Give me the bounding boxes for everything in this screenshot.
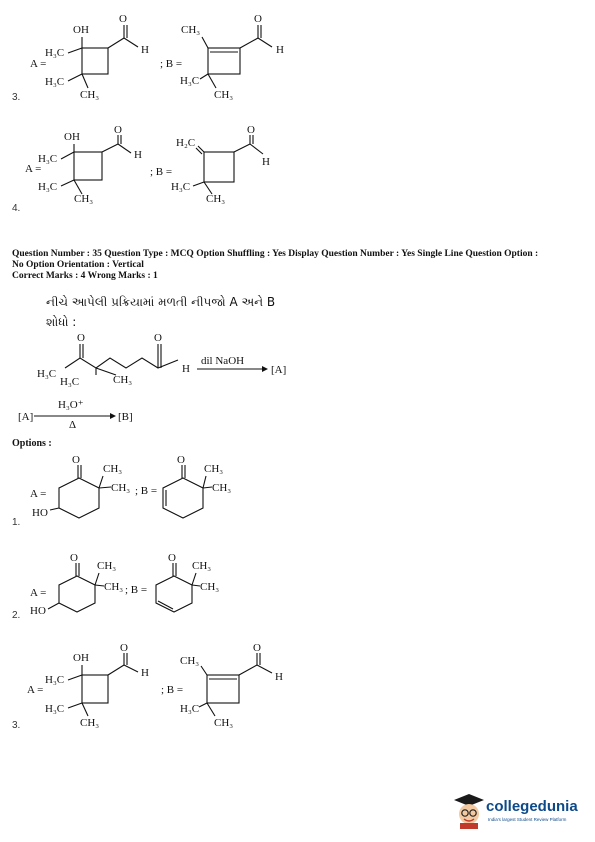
svg-text:H: H xyxy=(134,149,142,161)
svg-text:CH₃: CH₃ xyxy=(212,482,232,494)
svg-text:CH₃: CH₃ xyxy=(181,24,201,36)
svg-text:O: O xyxy=(253,642,261,654)
svg-text:[A]: [A] xyxy=(18,411,34,423)
svg-text:O: O xyxy=(247,124,255,136)
svg-text:O: O xyxy=(168,552,176,564)
svg-text:A =: A = xyxy=(25,163,42,175)
logo-name: collegedunia xyxy=(486,798,578,815)
svg-text:CH₃: CH₃ xyxy=(214,717,234,729)
svg-text:H: H xyxy=(141,667,149,679)
svg-text:HO: HO xyxy=(30,605,46,617)
svg-text:H: H xyxy=(276,44,284,56)
svg-text:O: O xyxy=(77,332,85,344)
svg-text:O: O xyxy=(254,13,262,25)
svg-text:OH: OH xyxy=(73,652,89,664)
svg-text:O: O xyxy=(72,454,80,466)
svg-text:H₃C: H₃C xyxy=(60,376,80,388)
top-option-4-number: 4. xyxy=(12,203,21,214)
top-option-3-number: 3. xyxy=(12,92,21,103)
svg-text:CH₃: CH₃ xyxy=(214,89,234,101)
svg-text:; B =: ; B = xyxy=(135,485,158,497)
svg-text:Δ: Δ xyxy=(69,419,77,431)
svg-text:A =: A = xyxy=(30,587,47,599)
svg-text:O: O xyxy=(119,13,127,25)
svg-text:H₃C: H₃C xyxy=(180,703,200,715)
svg-text:H₃C: H₃C xyxy=(171,181,191,193)
reaction-1-diagram xyxy=(0,330,595,395)
svg-text:HO: HO xyxy=(32,507,48,519)
svg-text:H₃C: H₃C xyxy=(37,368,57,380)
svg-text:H: H xyxy=(262,156,270,168)
option-1-number: 1. xyxy=(12,517,21,528)
svg-text:H: H xyxy=(182,363,190,375)
collegedunia-logo xyxy=(452,792,592,832)
svg-text:; B =: ; B = xyxy=(160,58,183,70)
option-3-structures xyxy=(0,635,595,740)
question-meta xyxy=(12,249,582,282)
question-text-line1: નીચે આપેલી પ્રક્રિયામાં મળતી નીપજો A અને B xyxy=(46,295,276,309)
question-meta-line2: No Option Orientation : Vertical xyxy=(12,260,144,270)
svg-text:O: O xyxy=(177,454,185,466)
options-label: Options : xyxy=(12,438,52,449)
svg-text:OH: OH xyxy=(73,24,89,36)
option-3-number: 3. xyxy=(12,720,21,731)
svg-text:CH₃: CH₃ xyxy=(206,193,226,205)
svg-text:CH₃: CH₃ xyxy=(74,193,94,205)
option-2-structures xyxy=(0,545,595,630)
option-2-number: 2. xyxy=(12,610,21,621)
svg-text:CH₃: CH₃ xyxy=(97,560,117,572)
svg-text:H₃C: H₃C xyxy=(45,674,65,686)
svg-text:H₃C: H₃C xyxy=(45,76,65,88)
logo-tagline: India's largest Student Review Platform xyxy=(488,817,567,822)
question-text-line2: શોધો : xyxy=(46,315,77,329)
svg-text:H₂C: H₂C xyxy=(176,137,196,149)
svg-text:CH₃: CH₃ xyxy=(204,463,224,475)
svg-text:A =: A = xyxy=(30,488,47,500)
svg-text:O: O xyxy=(114,124,122,136)
svg-text:dil NaOH: dil NaOH xyxy=(201,355,245,367)
reaction-2-diagram xyxy=(0,395,595,435)
svg-text:A =: A = xyxy=(30,58,47,70)
question-marks: Correct Marks : 4 Wrong Marks : 1 xyxy=(12,271,158,281)
svg-text:CH₃: CH₃ xyxy=(192,560,212,572)
question-text xyxy=(46,292,275,332)
svg-text:H₃C: H₃C xyxy=(45,703,65,715)
svg-text:; B =: ; B = xyxy=(150,166,173,178)
option-1-structures xyxy=(0,450,595,535)
svg-text:CH₃: CH₃ xyxy=(103,463,123,475)
svg-text:H: H xyxy=(275,671,283,683)
svg-text:H₃O⁺: H₃O⁺ xyxy=(58,399,84,411)
top-option-4-structures xyxy=(0,110,595,220)
svg-text:CH₃: CH₃ xyxy=(104,581,124,593)
svg-text:A =: A = xyxy=(27,684,44,696)
svg-text:CH₃: CH₃ xyxy=(180,655,200,667)
svg-text:H: H xyxy=(141,44,149,56)
svg-text:CH₃: CH₃ xyxy=(113,374,133,386)
svg-text:O: O xyxy=(120,642,128,654)
question-meta-line1: Question Number : 35 Question Type : MCQ Option Shuffling : Yes Display Question Number : Yes Single Line Question Option : xyxy=(12,249,539,259)
mascot-icon xyxy=(452,792,486,830)
svg-text:CH₃: CH₃ xyxy=(200,581,220,593)
svg-text:H₃C: H₃C xyxy=(38,153,58,165)
svg-text:O: O xyxy=(70,552,78,564)
svg-text:[A]: [A] xyxy=(271,364,287,376)
svg-text:CH₃: CH₃ xyxy=(111,482,131,494)
svg-text:O: O xyxy=(154,332,162,344)
svg-text:OH: OH xyxy=(64,131,80,143)
svg-text:H₃C: H₃C xyxy=(180,75,200,87)
svg-text:H₃C: H₃C xyxy=(45,47,65,59)
svg-text:; B =: ; B = xyxy=(161,684,184,696)
svg-text:CH₃: CH₃ xyxy=(80,717,100,729)
svg-text:CH₃: CH₃ xyxy=(80,89,100,101)
top-option-3-structures xyxy=(0,0,595,110)
svg-text:[B]: [B] xyxy=(118,411,133,423)
svg-text:; B =: ; B = xyxy=(125,584,148,596)
svg-text:H₃C: H₃C xyxy=(38,181,58,193)
